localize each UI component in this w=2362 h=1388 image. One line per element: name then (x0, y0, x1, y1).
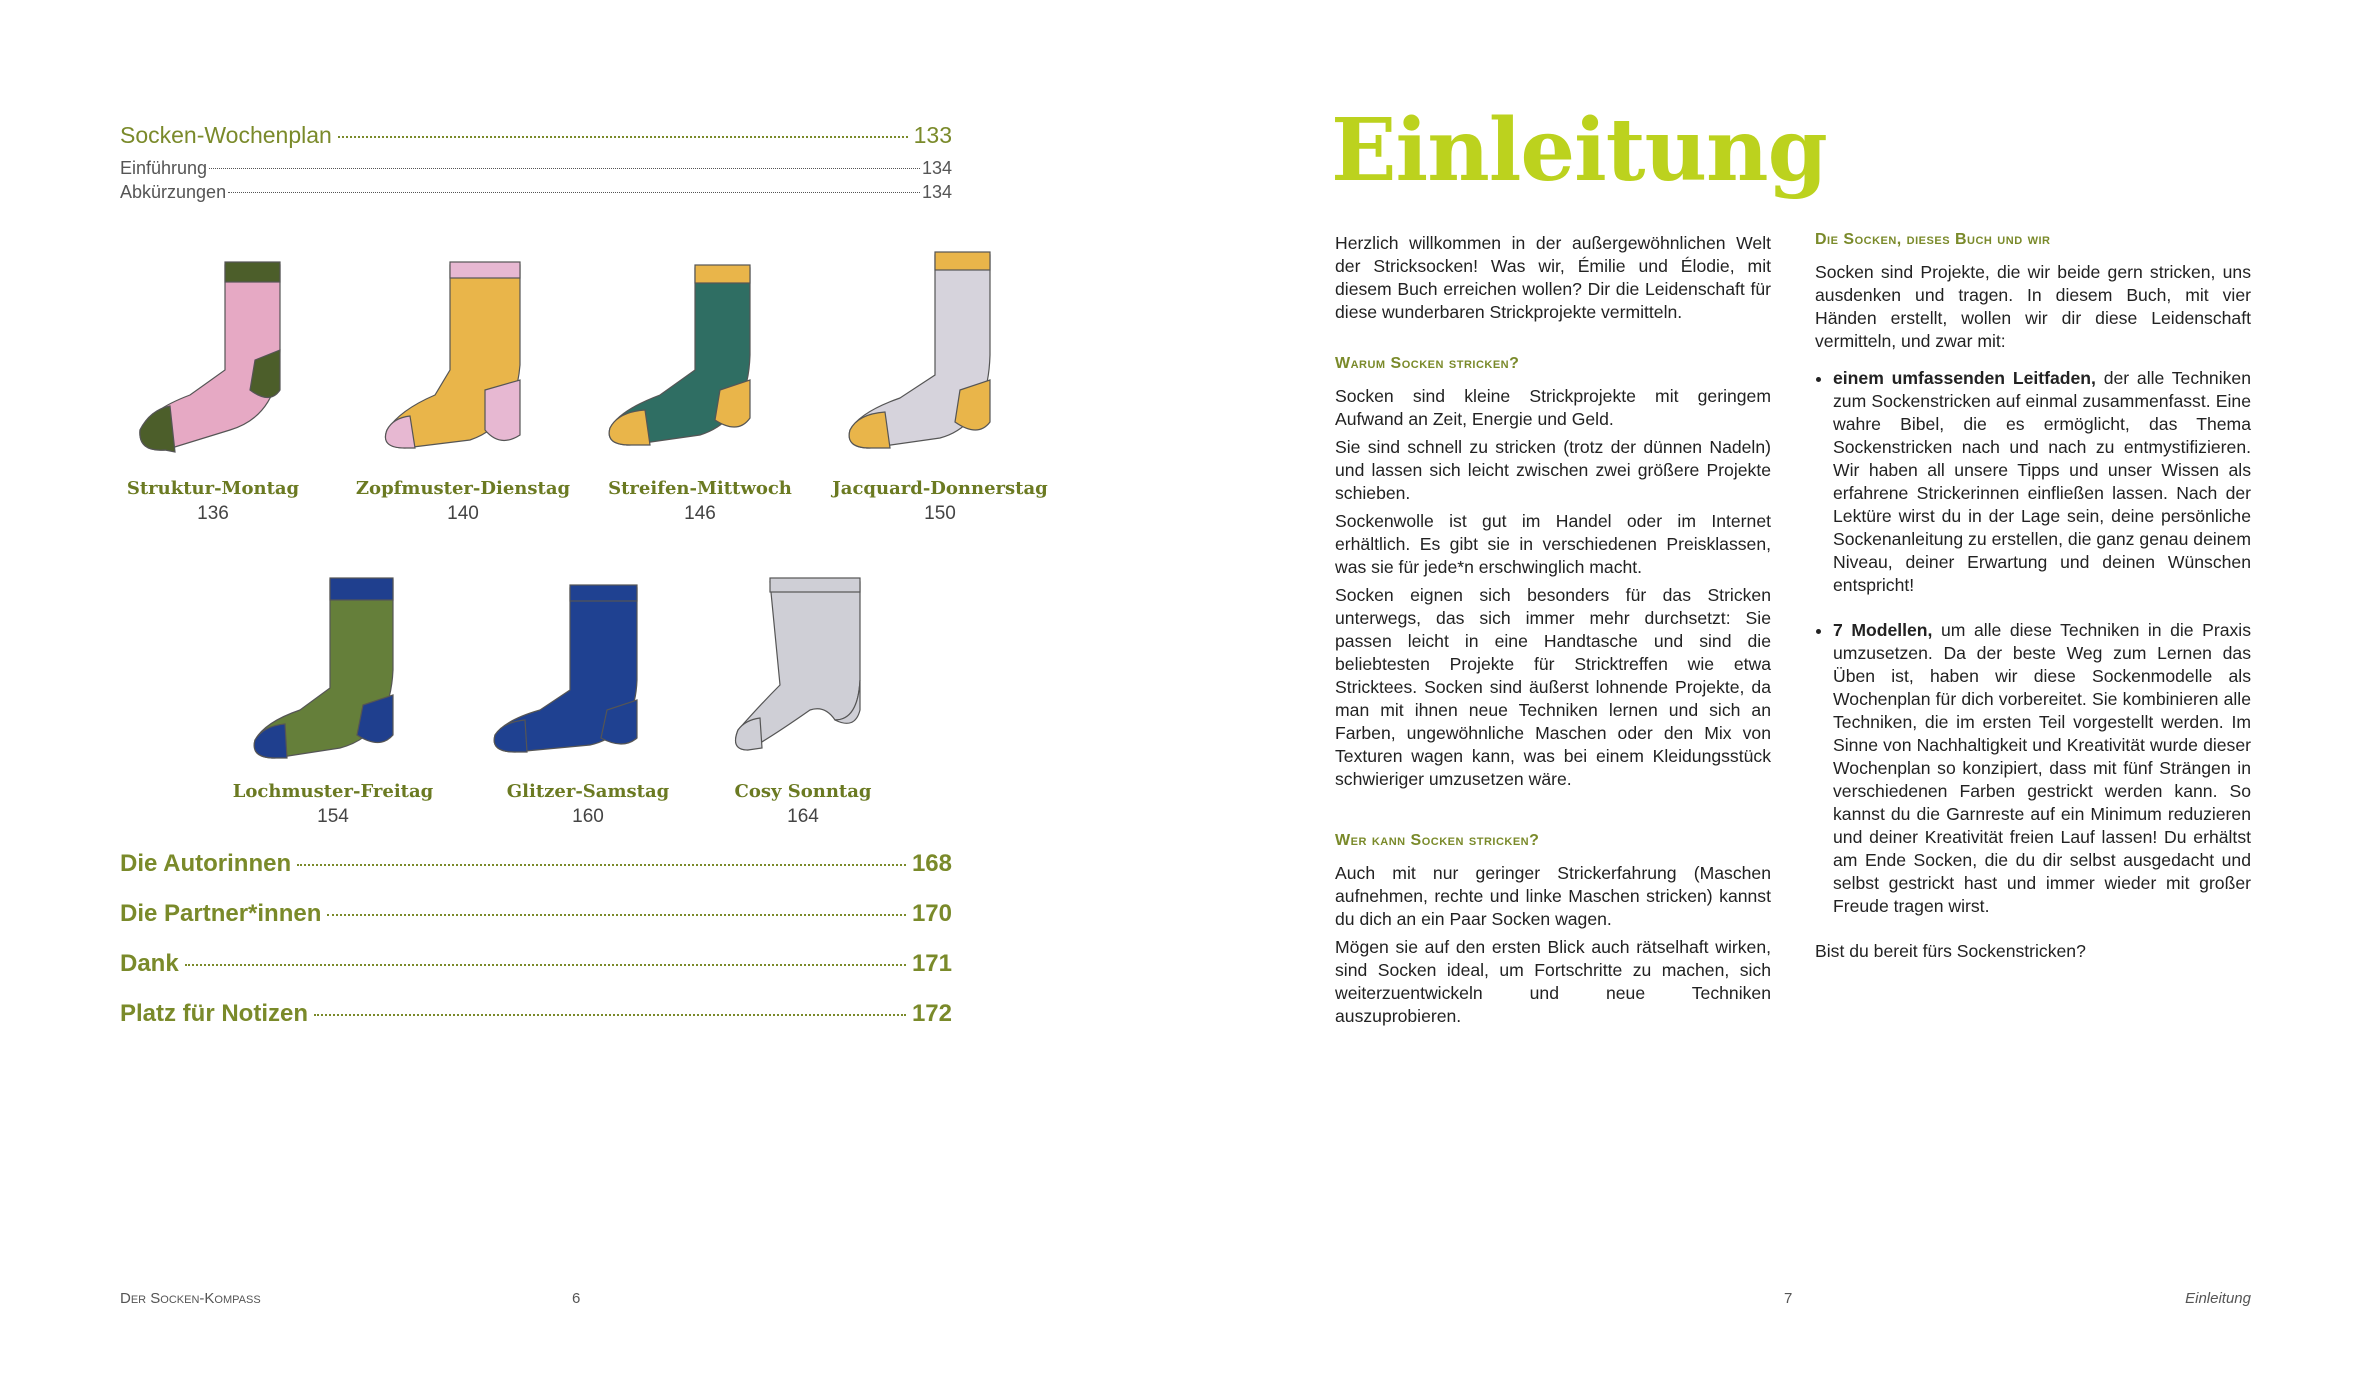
toc-entry-einfuehrung[interactable] (120, 158, 952, 179)
chapter-title: Einleitung (1331, 100, 1827, 201)
list-item-bold: 7 Modellen, (1833, 620, 1933, 640)
sock-cuff (935, 252, 990, 270)
intro-paragraph: Herzlich willkommen in der außergewöhnlichen Welt der Stricksocken! Was wir, Émilie und Élodie, mit diesem Buch erreichen wollen? Dir die Leidenschaft für diese wunderbaren Strickprojekte vermitteln. (1335, 233, 1771, 322)
toc-label: Die Autorinnen (120, 850, 292, 877)
sock-cuff (770, 578, 860, 592)
paragraph: Sie sind schnell zu stricken (trotz der dünnen Nadeln) und lassen sich leicht zwischen zwei größere Projekte schieben. (1335, 437, 1771, 503)
toc-entry-wochenplan[interactable] (120, 122, 952, 149)
list-item (1833, 367, 2251, 597)
sock-cuff (330, 578, 393, 600)
sock-heel (485, 380, 520, 440)
sock-toe (609, 410, 650, 445)
toc-page: 170 (911, 900, 952, 927)
toc-label: Die Partner*innen (120, 900, 322, 927)
toc-page: 134 (921, 158, 952, 178)
toc-entry-notizen[interactable] (120, 1000, 952, 1028)
sock-toe (254, 724, 287, 758)
toc-label: Platz für Notizen (120, 1000, 309, 1027)
toc-page: 171 (911, 950, 952, 977)
sock-label-donnerstag[interactable]: Jacquard-Donnerstag (832, 478, 1048, 499)
closing-line: Bist du bereit fürs Sockenstricken? (1815, 941, 2086, 961)
sock-page-donnerstag: 150 (924, 503, 956, 524)
paragraph: Auch mit nur geringer Strickerfahrung (Maschen aufnehmen, rechte und linke Maschen stricken) kannst du dich an ein Paar Socken wagen. (1335, 863, 1771, 929)
sock-page-dienstag: 140 (447, 503, 479, 524)
sock-label-dienstag[interactable]: Zopfmuster-Dienstag (355, 478, 571, 499)
toc-leader (327, 914, 906, 916)
right-page (1181, 0, 2362, 1388)
paragraph: Mögen sie auf den ersten Blick auch rätselhaft wirken, sind Socken ideal, um Fortschritte zu machen, sich weiterzuentwickeln und neue Techniken auszuprobieren. (1335, 937, 1771, 1026)
sock-page-montag: 136 (197, 503, 229, 524)
toc-leader (185, 964, 906, 966)
footer-page-number-right: 7 (1784, 1290, 1793, 1307)
sock-page-samstag: 160 (572, 806, 604, 827)
sock-toe (140, 406, 175, 452)
toc-leader (338, 136, 908, 138)
feature-list (1815, 367, 2251, 918)
toc-page: 168 (911, 850, 952, 877)
sock-page-mittwoch: 146 (684, 503, 716, 524)
sock-illustration-jacquard (840, 240, 1000, 460)
paragraph: Socken sind kleine Strickprojekte mit geringem Aufwand an Zeit, Energie und Geld. (1335, 386, 1771, 429)
paragraph: Socken sind Projekte, die wir beide gern stricken, uns ausdenken und tragen. In diesem Buch, mit vier Händen erstellt, wollen wir dir diese Leidenschaft vermitteln, und zwar mit: (1815, 262, 2251, 351)
sock-illustration-streifen (600, 240, 760, 460)
sock-label-sonntag[interactable]: Cosy Sonntag (734, 781, 872, 802)
footer-chapter-title: Einleitung (2185, 1290, 2251, 1307)
sock-illustration-lochmuster (245, 570, 405, 770)
sock-illustration-struktur (130, 240, 290, 460)
footer-book-title: Der Socken-Kompass (120, 1290, 261, 1307)
sock-page-sonntag: 164 (787, 806, 819, 827)
sock-label-freitag[interactable]: Lochmuster-Freitag (232, 781, 434, 802)
toc-label: Abkürzungen (120, 182, 227, 202)
toc-leader (314, 1014, 906, 1016)
sock-label-samstag[interactable]: Glitzer-Samstag (506, 781, 670, 802)
toc-leader (228, 192, 920, 193)
sock-label-mittwoch[interactable]: Streifen-Mittwoch (608, 478, 792, 499)
list-item-text: der alle Techniken zum Sockenstricken auf einmal zusammenfasst. Eine wahre Bibel, die es ermöglicht, das Thema Sockenstricken nach und nach zu entmystifizieren. Wir haben all unsere Tipps und unser Wissen als erfahrene Strickerinnen einfließen lassen. Nach der Lektüre wirst du in der Lage sein, deine persönliche Sockenanleitung zu erstellen, die ganz genau deinem Niveau, deiner Erwartung und deinen Wünschen entspricht! (1833, 368, 2251, 595)
toc-entry-partnerinnen[interactable] (120, 900, 952, 928)
list-item-bold: einem umfassenden Leitfaden, (1833, 368, 2096, 388)
heading-warum: Warum Socken stricken? (1335, 355, 1520, 372)
toc-entry-autorinnen[interactable] (120, 850, 952, 878)
sock-illustration-cosy (730, 570, 890, 770)
toc-leader (297, 864, 906, 866)
toc-entry-dank[interactable] (120, 950, 952, 978)
left-text-column (1335, 232, 1771, 1033)
sock-cuff (695, 265, 750, 283)
sock-illustration-glitzer (485, 570, 655, 770)
sock-toe (736, 718, 762, 750)
sock-cuff (570, 585, 637, 601)
toc-page: 133 (913, 122, 952, 148)
toc-leader (209, 168, 920, 169)
sock-label-montag[interactable]: Struktur-Montag (126, 478, 300, 499)
toc-label: Dank (120, 950, 179, 977)
list-item (1833, 619, 2251, 918)
right-text-column (1815, 228, 2251, 968)
toc-page: 172 (911, 1000, 952, 1027)
paragraph: Sockenwolle ist gut im Handel oder im Internet erhältlich. Es gibt sie in verschiedenen Preisklassen, was sie für jede*n erschwinglich macht. (1335, 511, 1771, 577)
toc-entry-abkuerzungen[interactable] (120, 182, 952, 203)
sock-toe (849, 412, 890, 448)
toc-label: Einführung (120, 158, 208, 178)
sock-cuff (450, 262, 520, 278)
sock-toe (494, 720, 527, 752)
heading-buch: Die Socken, dieses Buch und wir (1815, 231, 2051, 248)
footer-page-number-left: 6 (572, 1290, 581, 1307)
toc-label: Socken-Wochenplan (120, 122, 332, 148)
paragraph: Socken eignen sich besonders für das Stricken unterwegs, das sich immer mehr durchsetzt: Sie passen leicht in eine Handtasche und sind die beliebtesten Projekte für Stricktreffen wie etwa Stricktees. Socken sind äußerst lohnende Projekte, da man mit ihnen neue Techniken lernen und sich an Farben, ungewöhnliche Maschen oder den Mix von Texturen wagen kann, was bei einem Kleidungsstück schwieriger umzusetzen wäre. (1335, 585, 1771, 789)
heading-wer: Wer kann Socken stricken? (1335, 832, 1540, 849)
list-item-text: um alle diese Techniken in die Praxis umzusetzen. Da der beste Weg zum Lernen das Üben ist, haben wir diese Sockenmodelle als Wochenplan für dich vorbereitet. Sie kombinieren alle Techniken, die im ersten Teil vorgestellt werden. Im Sinne von Nachhaltigkeit und Kreativität wurde dieser Wochenplan so konzipiert, dass mit fünf Strängen in verschiedenen Farben gestrickt werden kann. So kannst du die Garnreste auf ein Minimum reduzieren und deiner Kreativität freien Lauf lassen! Du erhältst am Ende Socken, die du dir selbst ausgedacht und selbst gestrickt hast und immer wieder mit großer Freude tragen wirst. (1833, 620, 2251, 916)
sock-illustration-zopfmuster (375, 240, 535, 460)
toc-page: 134 (921, 182, 952, 202)
sock-toe (385, 416, 415, 448)
sock-cuff (225, 262, 280, 282)
sock-page-freitag: 154 (317, 806, 349, 827)
